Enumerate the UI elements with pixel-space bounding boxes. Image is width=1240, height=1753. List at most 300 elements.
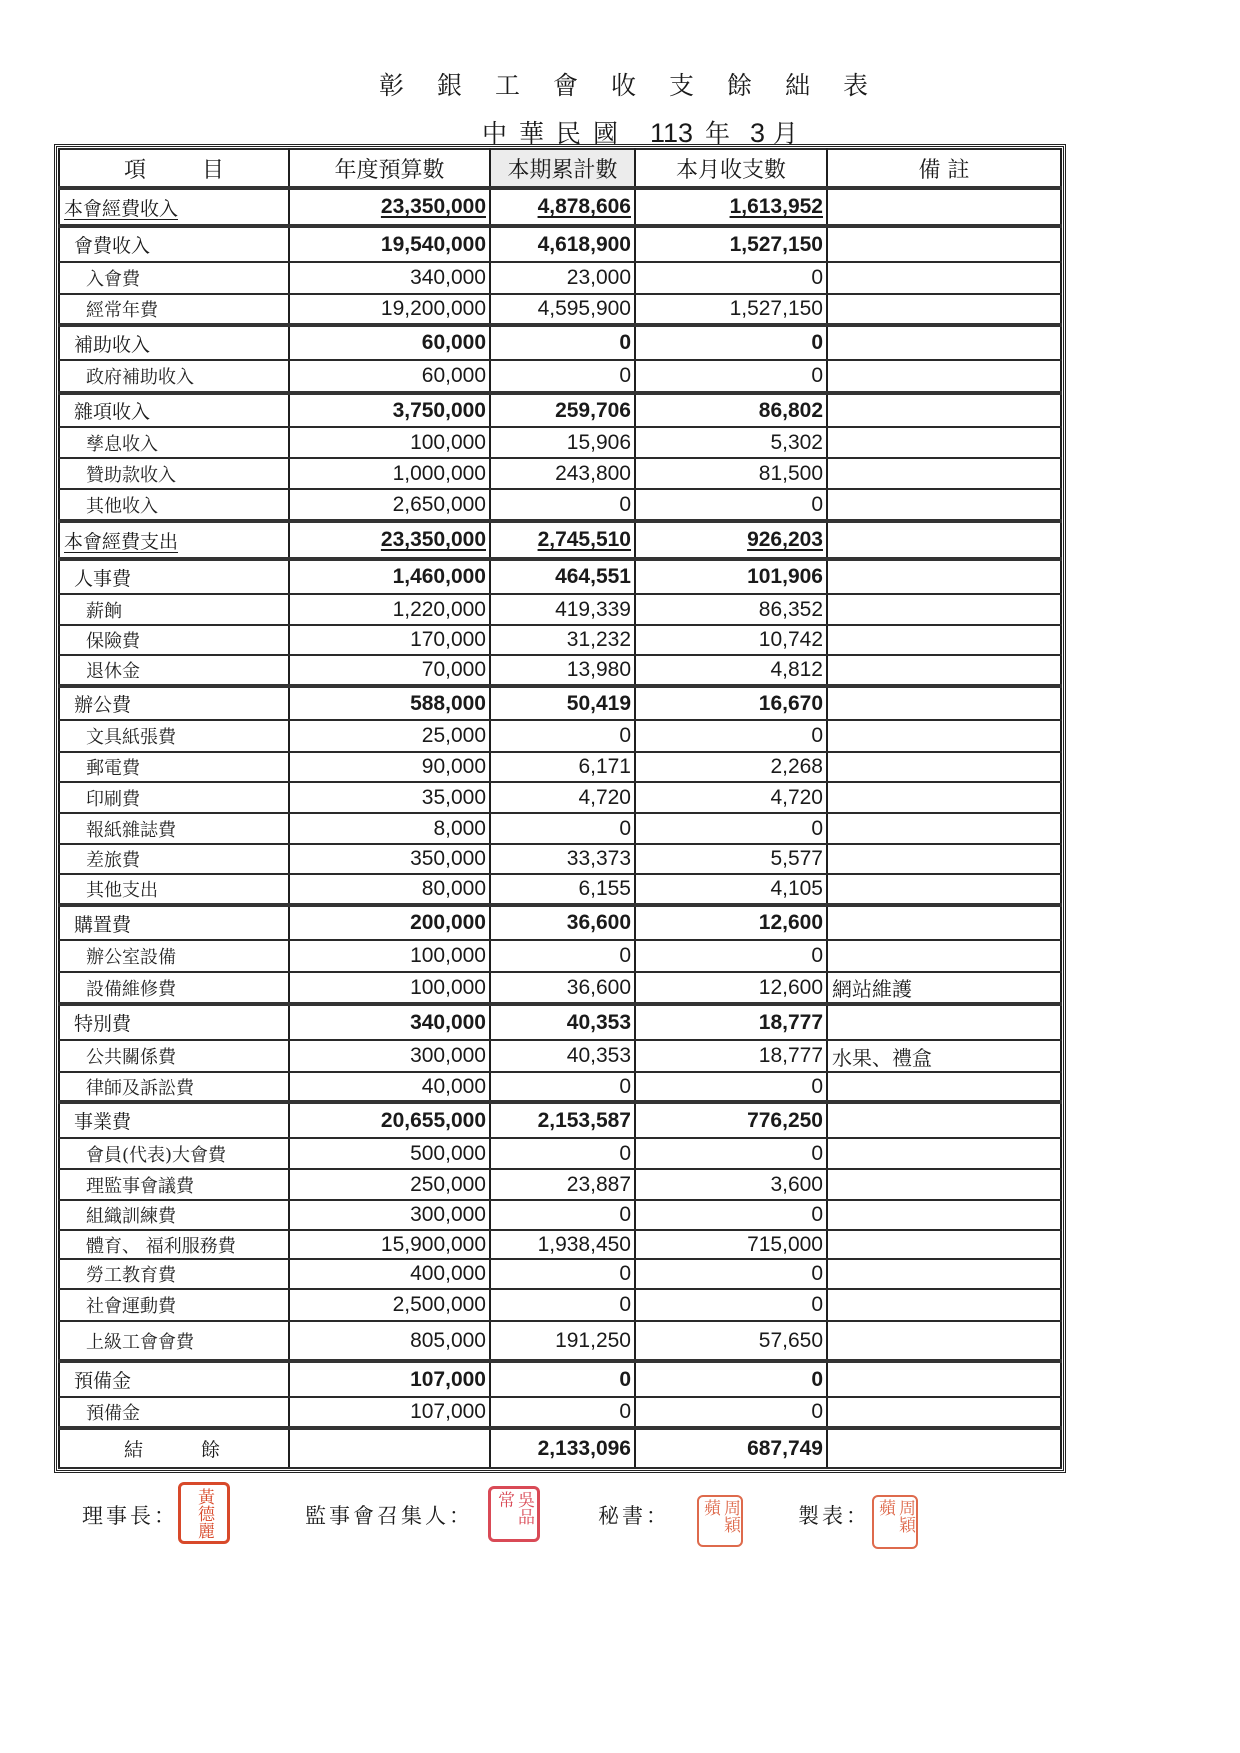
- cumulative-cell-text: 0: [619, 1367, 631, 1391]
- table-row: [59, 905, 1061, 940]
- table-header-row: [59, 149, 1061, 188]
- monthly-cell-text: 0: [811, 1262, 823, 1285]
- table-row: [59, 262, 1061, 294]
- item-cell: [59, 1169, 289, 1200]
- cumulative-cell: [490, 1138, 635, 1169]
- item-cell: [59, 594, 289, 625]
- total-budget: [289, 1428, 490, 1468]
- year-value: 113: [649, 118, 693, 148]
- note-cell: [827, 1289, 1061, 1321]
- budget-cell: [289, 720, 490, 752]
- item-cell: [59, 458, 289, 489]
- budget-cell-text: 20,655,000: [380, 1108, 486, 1132]
- item-cell: [59, 972, 289, 1004]
- income-expense-table: [58, 148, 1062, 1469]
- note-cell: [827, 1072, 1061, 1102]
- cumulative-cell: [490, 521, 635, 559]
- monthly-cell-text: 4,812: [770, 658, 823, 681]
- cumulative-cell-text: 36,600: [566, 975, 631, 999]
- budget-cell-text: 40,000: [421, 1074, 486, 1098]
- monthly-cell: [635, 489, 827, 521]
- monthly-cell-text: 0: [811, 331, 823, 354]
- cumulative-cell: [490, 905, 635, 940]
- monthly-cell-text: 12,600: [758, 975, 823, 999]
- cumulative-cell: [490, 782, 635, 813]
- budget-cell: [289, 625, 490, 655]
- cumulative-cell-text: 40,353: [566, 1010, 631, 1034]
- table-row: [59, 594, 1061, 625]
- cumulative-cell: [490, 1072, 635, 1102]
- cumulative-cell-text: 15,906: [566, 430, 631, 454]
- table-row: [59, 940, 1061, 972]
- header-note: 備 註: [827, 149, 1061, 188]
- note-cell: [827, 905, 1061, 940]
- item-cell-text: 人事費: [74, 567, 132, 590]
- note-cell: [827, 1138, 1061, 1169]
- note-cell: 水果、禮盒: [827, 1040, 1061, 1072]
- budget-cell-text: 19,540,000: [380, 232, 486, 256]
- cumulative-cell-text: 0: [619, 492, 631, 516]
- header-cumulative: 本期累計數: [490, 149, 635, 188]
- item-cell: [59, 393, 289, 427]
- note-cell: [827, 427, 1061, 458]
- table-row: [59, 782, 1061, 813]
- cumulative-cell-text: 23,000: [566, 266, 631, 289]
- monthly-cell-text: 3,600: [770, 1172, 823, 1196]
- monthly-cell: [635, 559, 827, 594]
- budget-cell-text: 60,000: [421, 364, 486, 387]
- table-row: [59, 1040, 1061, 1072]
- note-cell: [827, 1169, 1061, 1200]
- budget-cell: [289, 752, 490, 782]
- item-cell: [59, 1004, 289, 1040]
- monthly-cell: [635, 427, 827, 458]
- monthly-cell: [635, 813, 827, 844]
- table-row: [59, 625, 1061, 655]
- note-cell: [827, 874, 1061, 905]
- total-note: [827, 1428, 1061, 1468]
- monthly-cell: [635, 874, 827, 905]
- item-cell: [59, 325, 289, 360]
- cumulative-cell-text: 33,373: [566, 847, 631, 870]
- budget-cell: [289, 594, 490, 625]
- cumulative-cell-text: 40,353: [566, 1044, 631, 1067]
- monthly-cell-text: 18,777: [758, 1010, 823, 1034]
- item-cell-text: 退休金: [86, 661, 140, 682]
- table-row: [59, 1321, 1061, 1361]
- total-label: [59, 1428, 289, 1468]
- budget-cell-text: 805,000: [410, 1328, 486, 1352]
- item-cell-text: 組織訓練費: [86, 1206, 176, 1227]
- cumulative-cell-text: 0: [619, 1400, 631, 1423]
- item-cell: [59, 262, 289, 294]
- note-cell: [827, 1230, 1061, 1259]
- cumulative-cell: [490, 294, 635, 325]
- header-budget: 年度預算數: [289, 149, 490, 188]
- cumulative-cell-text: 4,618,900: [537, 232, 631, 256]
- budget-cell: [289, 1230, 490, 1259]
- budget-cell: [289, 360, 490, 393]
- monthly-cell: [635, 1361, 827, 1397]
- table-row: [59, 188, 1061, 226]
- item-cell: [59, 1230, 289, 1259]
- monthly-cell: [635, 972, 827, 1004]
- monthly-cell-text: 12,600: [758, 911, 823, 934]
- item-cell-text: 購置費: [74, 913, 132, 936]
- monthly-cell-text: 1,527,150: [729, 232, 823, 256]
- monthly-cell-text: 0: [811, 492, 823, 516]
- chairman-seal: 黃德麗: [178, 1482, 230, 1544]
- table-row: [59, 686, 1061, 720]
- monthly-cell: [635, 686, 827, 720]
- cumulative-cell: [490, 720, 635, 752]
- monthly-cell: [635, 458, 827, 489]
- monthly-cell: [635, 594, 827, 625]
- cumulative-cell: [490, 686, 635, 720]
- monthly-cell: [635, 1200, 827, 1230]
- item-cell: [59, 655, 289, 686]
- budget-cell-text: 107,000: [410, 1400, 486, 1423]
- note-cell: [827, 393, 1061, 427]
- cumulative-cell-text: 0: [619, 1141, 631, 1165]
- item-cell-text: 會員(代表)大會費: [86, 1144, 227, 1166]
- month-unit: 月: [773, 119, 799, 148]
- budget-cell: [289, 521, 490, 559]
- note-cell: [827, 226, 1061, 262]
- table-row: [59, 1200, 1061, 1230]
- total-row: [59, 1428, 1061, 1468]
- monthly-cell: [635, 625, 827, 655]
- item-cell: [59, 1259, 289, 1289]
- document-title: 彰銀工會收支餘絀表: [378, 71, 901, 100]
- secretary-seal: 周穎蘋: [697, 1495, 743, 1547]
- monthly-cell: [635, 262, 827, 294]
- item-cell: [59, 521, 289, 559]
- note-cell: [827, 752, 1061, 782]
- item-cell: [59, 427, 289, 458]
- signature-row: [0, 1480, 1240, 1560]
- budget-cell-text: 3,750,000: [392, 398, 486, 422]
- budget-cell: [289, 1004, 490, 1040]
- table-row: [59, 393, 1061, 427]
- item-cell: [59, 489, 289, 521]
- cumulative-cell: [490, 360, 635, 393]
- signature-label-preparer: 製表：: [798, 1504, 870, 1528]
- monthly-cell: [635, 226, 827, 262]
- monthly-cell-text: 0: [811, 1141, 823, 1165]
- monthly-cell: [635, 1259, 827, 1289]
- monthly-cell-text: 2,268: [770, 755, 823, 778]
- monthly-cell-text: 10,742: [758, 628, 823, 651]
- item-cell-text: 入會費: [86, 269, 140, 290]
- budget-cell: [289, 1397, 490, 1428]
- cumulative-cell-text: 23,887: [566, 1172, 631, 1196]
- cumulative-cell-text: 4,595,900: [537, 297, 631, 320]
- cumulative-cell: [490, 1200, 635, 1230]
- budget-cell: [289, 782, 490, 813]
- item-cell-text: 贊助款收入: [86, 464, 176, 486]
- cumulative-cell: [490, 188, 635, 226]
- monthly-cell: [635, 188, 827, 226]
- monthly-cell-text: 18,777: [758, 1044, 823, 1067]
- item-cell: [59, 905, 289, 940]
- budget-cell: [289, 393, 490, 427]
- budget-cell: [289, 813, 490, 844]
- monthly-cell-text: 4,720: [770, 785, 823, 809]
- monthly-cell-text: 0: [811, 266, 823, 289]
- item-cell-text: 雜項收入: [74, 401, 151, 423]
- item-cell-text: 預備金: [74, 1370, 132, 1392]
- cumulative-cell-text: 0: [619, 1293, 631, 1316]
- cumulative-cell-text: 31,232: [566, 628, 631, 651]
- budget-cell-text: 300,000: [410, 1203, 486, 1226]
- budget-cell-text: 340,000: [410, 1010, 486, 1034]
- item-cell: [59, 559, 289, 594]
- budget-cell-text: 100,000: [410, 975, 486, 999]
- item-cell: [59, 1138, 289, 1169]
- budget-cell: [289, 559, 490, 594]
- note-cell: [827, 655, 1061, 686]
- item-cell: [59, 226, 289, 262]
- monthly-cell: [635, 1230, 827, 1259]
- monthly-cell-text: 1,613,952: [729, 195, 823, 218]
- cumulative-cell-text: 0: [619, 1074, 631, 1098]
- cumulative-cell: [490, 1397, 635, 1428]
- cumulative-cell: [490, 625, 635, 655]
- note-cell: [827, 813, 1061, 844]
- cumulative-cell: [490, 655, 635, 686]
- item-cell-text: 律師及訴訟費: [86, 1077, 194, 1099]
- item-cell: [59, 1040, 289, 1072]
- monthly-cell: [635, 1397, 827, 1428]
- budget-cell-text: 500,000: [410, 1141, 486, 1165]
- monthly-cell: [635, 1102, 827, 1138]
- cumulative-cell: [490, 393, 635, 427]
- monthly-cell: [635, 294, 827, 325]
- cumulative-cell-text: 0: [619, 331, 631, 354]
- monthly-cell: [635, 844, 827, 874]
- budget-cell-text: 340,000: [410, 266, 486, 289]
- cumulative-cell-text: 0: [619, 724, 631, 747]
- table-row: [59, 489, 1061, 521]
- budget-cell: [289, 489, 490, 521]
- budget-cell: [289, 325, 490, 360]
- cumulative-cell: [490, 489, 635, 521]
- total-label-first: 結: [124, 1439, 144, 1461]
- budget-cell: [289, 294, 490, 325]
- item-cell-text: 預備金: [86, 1403, 140, 1424]
- monthly-cell: [635, 1040, 827, 1072]
- cumulative-cell-text: 1,938,450: [537, 1232, 631, 1256]
- budget-cell: [289, 686, 490, 720]
- monthly-cell-text: 0: [811, 1293, 823, 1316]
- monthly-cell: [635, 393, 827, 427]
- document-period: [0, 114, 1240, 148]
- era-label: 中華民國: [481, 119, 630, 148]
- table-row: [59, 1289, 1061, 1321]
- note-cell: [827, 625, 1061, 655]
- budget-cell-text: 1,460,000: [392, 565, 486, 588]
- table-row: [59, 972, 1061, 1004]
- supervisor-seal: 吳品常: [488, 1486, 540, 1542]
- budget-cell: [289, 1289, 490, 1321]
- monthly-cell: [635, 720, 827, 752]
- table-row: [59, 1138, 1061, 1169]
- table-row: [59, 1397, 1061, 1428]
- budget-cell: [289, 226, 490, 262]
- item-cell: [59, 844, 289, 874]
- monthly-cell-text: 86,352: [758, 597, 823, 621]
- cumulative-cell: [490, 262, 635, 294]
- cumulative-cell: [490, 594, 635, 625]
- budget-cell: [289, 905, 490, 940]
- cumulative-cell: [490, 874, 635, 905]
- monthly-cell: [635, 1169, 827, 1200]
- monthly-cell-text: 0: [811, 1203, 823, 1226]
- monthly-cell-text: 1,527,150: [729, 297, 823, 320]
- item-cell: [59, 1289, 289, 1321]
- item-cell: [59, 782, 289, 813]
- note-cell: [827, 782, 1061, 813]
- item-cell-text: 會費收入: [74, 235, 151, 257]
- budget-cell-text: 100,000: [410, 430, 486, 454]
- budget-cell: [289, 1200, 490, 1230]
- budget-cell: [289, 1259, 490, 1289]
- cumulative-cell: [490, 427, 635, 458]
- item-cell-text: 本會經費收入: [64, 197, 179, 220]
- item-cell-text: 補助收入: [74, 333, 151, 356]
- item-cell-text: 辦公室設備: [86, 947, 176, 968]
- monthly-cell-text: 86,802: [758, 398, 823, 422]
- budget-cell: [289, 427, 490, 458]
- cumulative-cell: [490, 1040, 635, 1072]
- budget-cell-text: 8,000: [433, 816, 486, 840]
- item-cell-text: 公共關係費: [86, 1047, 176, 1068]
- budget-cell: [289, 1102, 490, 1138]
- table-row: [59, 720, 1061, 752]
- budget-cell-text: 25,000: [421, 724, 486, 747]
- item-cell: [59, 686, 289, 720]
- cumulative-cell-text: 36,600: [566, 911, 631, 934]
- cumulative-cell: [490, 1321, 635, 1361]
- table-row: [59, 360, 1061, 393]
- monthly-cell-text: 0: [811, 1367, 823, 1391]
- monthly-cell-text: 81,500: [758, 461, 823, 485]
- total-monthly: 687,749: [635, 1428, 827, 1468]
- item-cell-text: 本會經費支出: [64, 530, 179, 553]
- note-cell: [827, 1321, 1061, 1361]
- item-cell-text: 保險費: [86, 631, 140, 652]
- cumulative-cell-text: 0: [619, 364, 631, 387]
- cumulative-cell-text: 6,155: [578, 877, 631, 900]
- budget-cell: [289, 940, 490, 972]
- cumulative-cell-text: 0: [619, 1262, 631, 1285]
- budget-cell-text: 200,000: [410, 911, 486, 934]
- cumulative-cell: [490, 1102, 635, 1138]
- item-cell-text: 勞工教育費: [86, 1265, 176, 1286]
- item-cell: [59, 752, 289, 782]
- budget-cell-text: 80,000: [421, 877, 486, 900]
- cumulative-cell: [490, 972, 635, 1004]
- table-row: [59, 1259, 1061, 1289]
- table-row: [59, 458, 1061, 489]
- total-cumulative: 2,133,096: [490, 1428, 635, 1468]
- monthly-cell-text: 16,670: [758, 691, 823, 715]
- item-cell-text: 設備維修費: [86, 978, 176, 1000]
- note-cell: [827, 360, 1061, 393]
- item-cell: [59, 1102, 289, 1138]
- table-row: [59, 1230, 1061, 1259]
- cumulative-cell-text: 50,419: [566, 691, 631, 715]
- budget-cell-text: 100,000: [410, 944, 486, 967]
- monthly-cell-text: 0: [811, 1074, 823, 1098]
- monthly-cell-text: 5,302: [770, 430, 823, 454]
- budget-cell-text: 19,200,000: [380, 297, 486, 320]
- monthly-cell: [635, 1289, 827, 1321]
- monthly-cell: [635, 655, 827, 686]
- table-row: [59, 1004, 1061, 1040]
- monthly-cell-text: 5,577: [770, 847, 823, 870]
- item-cell: [59, 940, 289, 972]
- item-cell: [59, 813, 289, 844]
- table-row: [59, 521, 1061, 559]
- item-cell-text: 社會運動費: [86, 1296, 176, 1317]
- monthly-cell-text: 0: [811, 1400, 823, 1423]
- cumulative-cell: [490, 325, 635, 360]
- cumulative-cell-text: 13,980: [566, 658, 631, 681]
- budget-cell-text: 23,350,000: [380, 528, 486, 551]
- budget-cell-text: 90,000: [421, 755, 486, 778]
- cumulative-cell-text: 2,745,510: [537, 528, 631, 551]
- budget-cell-text: 588,000: [410, 691, 486, 715]
- item-cell: [59, 360, 289, 393]
- item-cell-text: 報紙雜誌費: [86, 819, 176, 841]
- budget-cell: [289, 1040, 490, 1072]
- budget-cell-text: 400,000: [410, 1262, 486, 1285]
- cumulative-cell-text: 0: [619, 1203, 631, 1226]
- cumulative-cell: [490, 1259, 635, 1289]
- budget-cell: [289, 874, 490, 905]
- monthly-cell: [635, 752, 827, 782]
- item-cell-text: 薪餉: [86, 600, 122, 622]
- budget-cell: [289, 655, 490, 686]
- note-cell: [827, 1259, 1061, 1289]
- budget-cell: [289, 188, 490, 226]
- monthly-cell: [635, 1138, 827, 1169]
- table-row: [59, 325, 1061, 360]
- monthly-cell: [635, 1321, 827, 1361]
- note-cell: [827, 489, 1061, 521]
- table-row: [59, 226, 1061, 262]
- cumulative-cell-text: 464,551: [555, 565, 631, 588]
- budget-cell-text: 15,900,000: [380, 1232, 486, 1256]
- cumulative-cell: [490, 226, 635, 262]
- note-cell: [827, 844, 1061, 874]
- budget-cell-text: 35,000: [421, 785, 486, 809]
- budget-cell: [289, 1169, 490, 1200]
- item-cell-text: 郵電費: [86, 758, 140, 779]
- budget-cell-text: 250,000: [410, 1172, 486, 1196]
- item-cell: [59, 1321, 289, 1361]
- budget-cell-text: 1,000,000: [392, 461, 486, 485]
- table-row: [59, 752, 1061, 782]
- cumulative-cell: [490, 813, 635, 844]
- note-cell: [827, 559, 1061, 594]
- item-cell-text: 孳息收入: [86, 433, 158, 455]
- note-cell: [827, 188, 1061, 226]
- note-cell: [827, 686, 1061, 720]
- item-cell: [59, 1072, 289, 1102]
